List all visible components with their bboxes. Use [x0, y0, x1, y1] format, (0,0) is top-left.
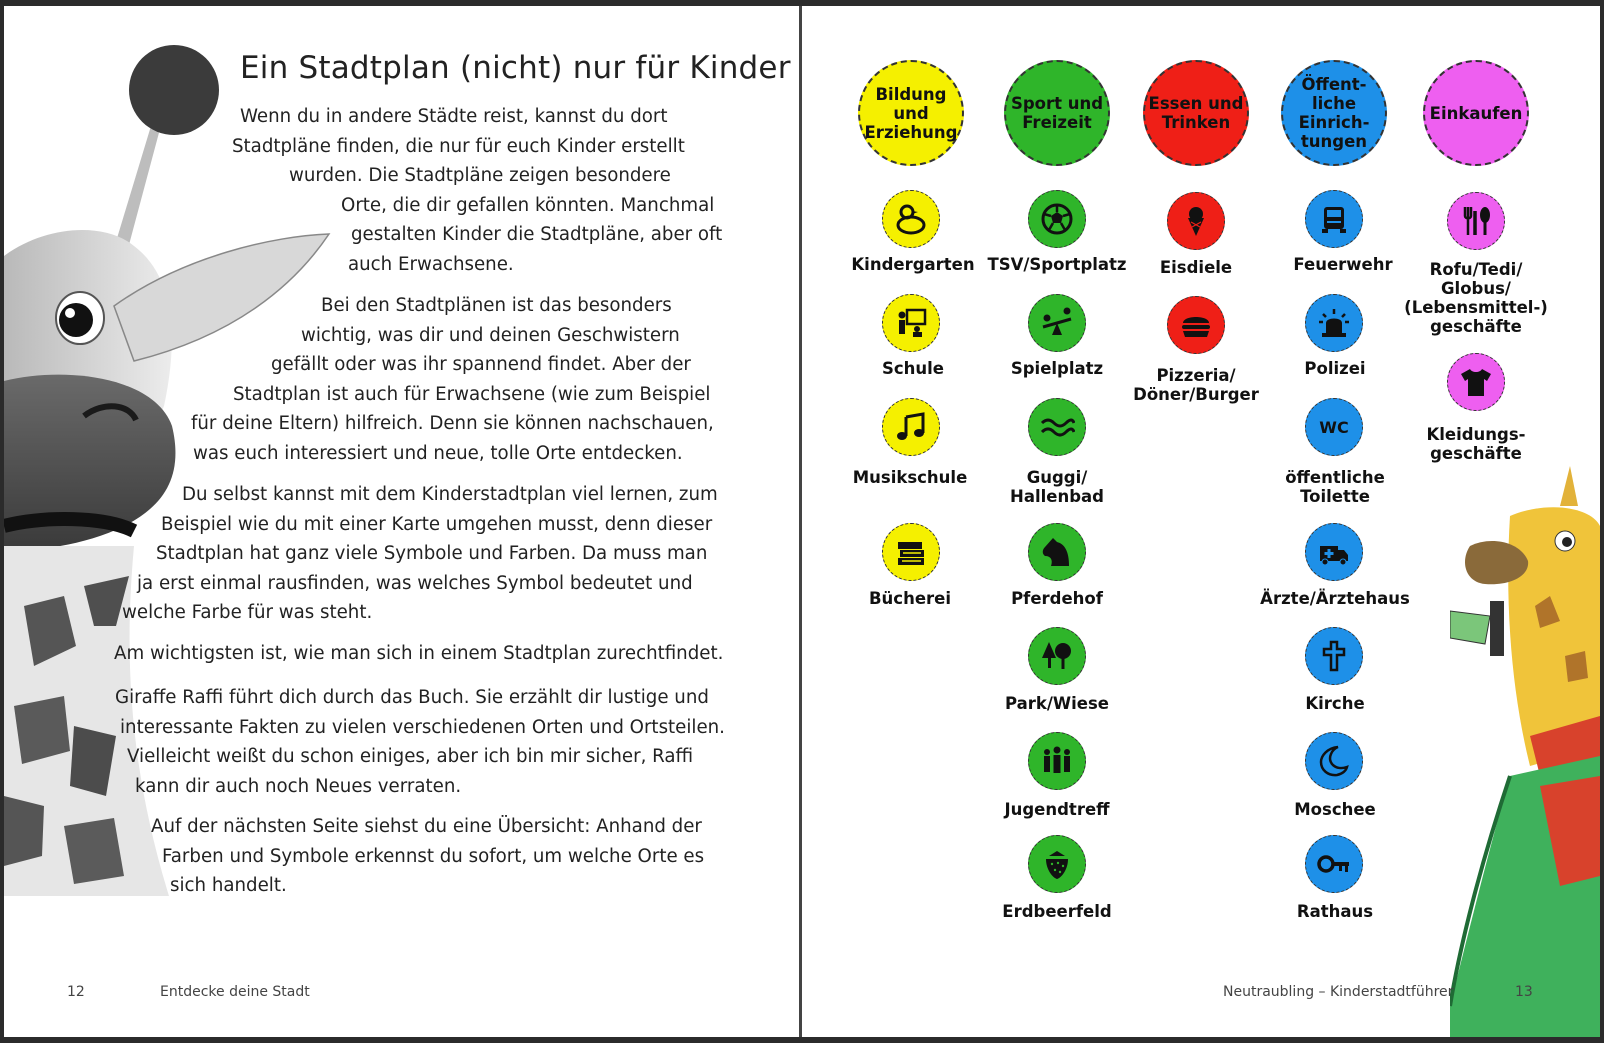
- text-line: Stadtplan hat ganz viele Symbole und Farben. Da muss man: [156, 543, 708, 565]
- text-line: Beispiel wie du mit einer Karte umgehen musst, denn dieser: [161, 513, 713, 535]
- symbol-label: öffentliche: [1285, 468, 1385, 487]
- burger-icon: [1178, 307, 1214, 343]
- symbol-label: Kirche: [1305, 694, 1365, 713]
- category-bildung: [858, 60, 964, 166]
- text-line: gestalten Kinder die Stadtpläne, aber oft: [351, 224, 723, 246]
- symbol-spielplatz: [1028, 294, 1086, 352]
- symbol-label: Spielplatz: [1010, 359, 1104, 378]
- page-title: Ein Stadtplan (nicht) nur für Kinder: [240, 50, 791, 86]
- symbol-label: (Lebensmittel-): [1404, 298, 1548, 317]
- ambulance-icon: [1316, 534, 1352, 570]
- text-line: Vielleicht weißt du schon einiges, aber ich bin mir sicher, Raffi: [127, 746, 694, 768]
- symbol-pizzeria: [1167, 296, 1225, 354]
- horse-head-icon: [1039, 534, 1075, 570]
- cutlery-icon: [1458, 203, 1494, 239]
- label-kirche: [1250, 694, 1420, 713]
- text-line: ja erst einmal rausfinden, was welches Symbol bedeutet und: [137, 572, 693, 594]
- category-label: Einrich-: [1298, 113, 1370, 132]
- cross-icon: [1316, 638, 1352, 674]
- tshirt-icon: [1458, 364, 1494, 400]
- wc-text: WC: [1319, 418, 1349, 437]
- symbol-label: Rathaus: [1296, 902, 1374, 921]
- text-line: für deine Eltern) hilfreich. Denn sie können nachschauen,: [191, 413, 714, 435]
- symbol-buecherei: [882, 523, 940, 581]
- category-essen: [1143, 60, 1249, 166]
- label-lebensmittel: [1391, 260, 1561, 336]
- symbol-aerzte: [1305, 523, 1363, 581]
- symbol-kindergarten: [882, 190, 940, 248]
- symbol-label: Schule: [881, 359, 944, 378]
- symbol-label: Musikschule: [852, 468, 968, 487]
- paragraph-1: [232, 102, 722, 280]
- text-line: Farben und Symbole erkennst du sofort, um welche Orte es: [162, 845, 705, 867]
- trees-icon: [1039, 638, 1075, 674]
- symbol-label: Rofu/Tedi/: [1429, 260, 1523, 279]
- wc-icon: [1316, 409, 1352, 445]
- text-line: Wenn du in andere Städte reist, kannst du dort: [240, 106, 668, 127]
- text-line: wichtig, was dir und deinen Geschwistern: [301, 324, 680, 346]
- paragraph-6: [151, 812, 704, 901]
- text-line: Am wichtigsten ist, wie man sich in einem Stadtplan zurechtfindet.: [114, 643, 724, 664]
- category-label: Einkaufen: [1429, 103, 1523, 123]
- symbol-eisdiele: [1167, 192, 1225, 250]
- symbol-label: Park/Wiese: [1005, 694, 1109, 713]
- symbol-label: Toilette: [1300, 487, 1370, 506]
- right-page: [802, 6, 1600, 1037]
- text-line: Giraffe Raffi führt dich durch das Buch. Sie erzählt dir lustige und: [115, 687, 709, 708]
- teacher-board-icon: [893, 305, 929, 341]
- strawberry-icon: [1039, 846, 1075, 882]
- text-line: Orte, die dir gefallen könnten. Manchmal: [341, 194, 715, 216]
- text-line: gefällt oder was ihr spannend findet. Aber der: [271, 354, 691, 376]
- footer-right: Neutraubling – Kinderstadtführer: [1223, 984, 1454, 1000]
- category-label: tungen: [1300, 132, 1368, 151]
- label-hallenbad: [972, 468, 1142, 506]
- symbol-label: Pizzeria/: [1156, 366, 1236, 385]
- crescent-moon-icon: [1316, 743, 1352, 779]
- symbol-label: Polizei: [1304, 359, 1366, 378]
- symbol-label: Kleidungs-: [1426, 425, 1526, 444]
- soccer-ball-icon: [1039, 201, 1075, 237]
- category-label: Bildung: [875, 84, 947, 104]
- symbol-label: Ärzte/Ärztehaus: [1260, 589, 1410, 608]
- category-label: Erziehung: [864, 122, 958, 142]
- category-label: Freizeit: [1022, 113, 1092, 132]
- category-label: liche: [1311, 94, 1357, 113]
- paragraph-4: [114, 639, 723, 669]
- text-line: sich handelt.: [170, 875, 287, 897]
- symbol-label: Erdbeerfeld: [1002, 902, 1112, 921]
- label-eisdiele: [1111, 258, 1281, 277]
- text-line: wurden. Die Stadtpläne zeigen besondere: [289, 165, 671, 187]
- symbol-label: Moschee: [1294, 800, 1376, 819]
- category-oeffentlich: [1281, 60, 1387, 166]
- symbol-kleidung: [1447, 353, 1505, 411]
- symbol-label: Eisdiele: [1159, 258, 1233, 277]
- symbol-jugendtreff: [1028, 732, 1086, 790]
- people-icon: [1039, 743, 1075, 779]
- text-line: Bei den Stadtplänen ist das besonders: [321, 295, 672, 316]
- symbol-label: Hallenbad: [1010, 487, 1104, 506]
- category-label: und: [893, 103, 929, 123]
- symbol-label: TSV/Sportplatz: [987, 255, 1127, 274]
- symbol-label: geschäfte: [1430, 317, 1522, 336]
- text-line: Stadtpläne finden, die nur für euch Kinder erstellt: [232, 135, 685, 157]
- key-icon: [1316, 846, 1352, 882]
- category-sport: [1004, 60, 1110, 166]
- symbol-feuerwehr: [1305, 190, 1363, 248]
- waves-icon: [1039, 409, 1075, 445]
- label-buecherei: [825, 589, 995, 608]
- text-line: was euch interessiert und neue, tolle Orte entdecken.: [193, 442, 683, 464]
- music-note-icon: [893, 409, 929, 445]
- category-einkaufen: [1423, 60, 1529, 166]
- symbol-label: Pferdehof: [1011, 589, 1103, 608]
- page-number-left: 12: [67, 984, 85, 1000]
- symbol-erdbeerfeld: [1028, 835, 1086, 893]
- label-polizei: [1250, 359, 1420, 378]
- category-label: Essen und: [1148, 94, 1244, 113]
- seesaw-icon: [1039, 305, 1075, 341]
- category-label: Sport und: [1010, 94, 1104, 113]
- label-kleidung: [1391, 425, 1561, 463]
- label-pferdehof: [972, 589, 1142, 608]
- symbol-label: Feuerwehr: [1293, 255, 1393, 274]
- label-aerzte: [1250, 589, 1420, 608]
- symbol-lebensmittel: [1447, 192, 1505, 250]
- paragraph-2: [190, 291, 714, 469]
- page-number-right: 13: [1515, 984, 1533, 1000]
- symbol-label: geschäfte: [1430, 444, 1522, 463]
- text-line: Stadtplan ist auch für Erwachsene (wie zum Beispiel: [233, 383, 711, 405]
- text-line: Du selbst kannst mit dem Kinderstadtplan viel lernen, zum: [182, 484, 718, 505]
- symbol-label: Döner/Burger: [1133, 385, 1259, 404]
- symbol-polizei: [1305, 294, 1363, 352]
- symbol-moschee: [1305, 732, 1363, 790]
- label-rathaus: [1250, 902, 1420, 921]
- label-musikschule: [825, 468, 995, 487]
- symbol-label: Jugendtreff: [1004, 800, 1110, 819]
- label-park: [972, 694, 1142, 713]
- left-page: [4, 6, 799, 1037]
- symbol-schule: [882, 294, 940, 352]
- text-line: auch Erwachsene.: [348, 253, 514, 275]
- text-line: Auf der nächsten Seite siehst du eine Übersicht: Anhand der: [151, 816, 702, 837]
- giraffe-illustration-right: [1450, 446, 1600, 1037]
- category-label: Trinken: [1161, 113, 1231, 132]
- label-jugendtreff: [972, 800, 1142, 819]
- duck-icon: [893, 201, 929, 237]
- label-moschee: [1250, 800, 1420, 819]
- fire-truck-icon: [1316, 201, 1352, 237]
- paragraph-5: [114, 683, 725, 801]
- category-label: Öffent-: [1301, 75, 1367, 94]
- ice-cream-icon: [1178, 203, 1214, 239]
- symbol-hallenbad: [1028, 398, 1086, 456]
- label-toilette: [1250, 468, 1420, 506]
- footer-left: Entdecke deine Stadt: [160, 984, 310, 1000]
- symbol-park: [1028, 627, 1086, 685]
- paragraph-3: [122, 480, 718, 628]
- symbol-sportplatz: [1028, 190, 1086, 248]
- symbol-label: Bücherei: [868, 589, 952, 608]
- symbol-pferdehof: [1028, 523, 1086, 581]
- text-line: interessante Fakten zu vielen verschiedenen Orten und Ortsteilen.: [120, 716, 725, 738]
- books-icon: [893, 534, 929, 570]
- symbol-toilette: [1305, 398, 1363, 456]
- label-erdbeerfeld: [972, 902, 1142, 921]
- text-line: kann dir auch noch Neues verraten.: [135, 775, 462, 797]
- symbol-rathaus: [1305, 835, 1363, 893]
- police-light-icon: [1316, 305, 1352, 341]
- symbol-label: Globus/: [1441, 279, 1511, 298]
- symbol-label: Kindergarten: [851, 255, 975, 274]
- symbol-musikschule: [882, 398, 940, 456]
- symbol-label: Guggi/: [1026, 468, 1088, 487]
- text-line: welche Farbe für was steht.: [122, 602, 373, 624]
- symbol-kirche: [1305, 627, 1363, 685]
